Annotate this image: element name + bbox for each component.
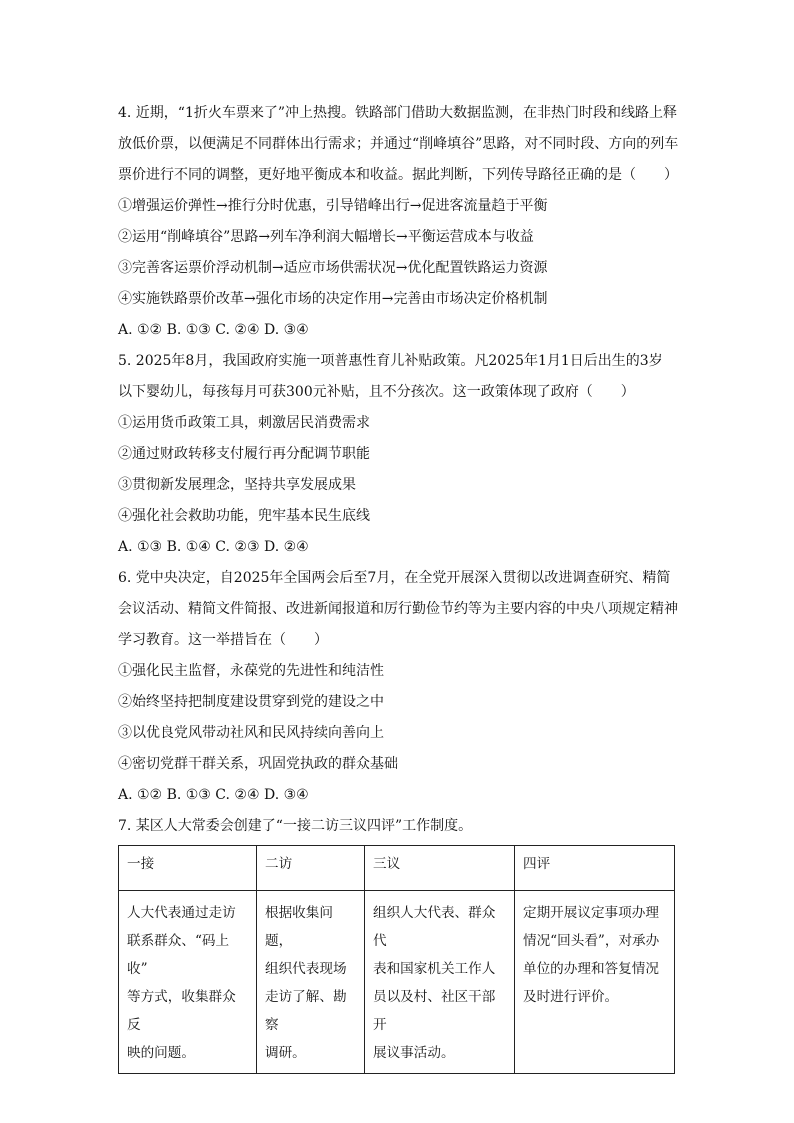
- q5-stem-line-1: 5. 2025年8月，我国政府实施一项普惠性育儿补贴政策。凡2025年1月1日后出生的3岁: [118, 353, 663, 369]
- q7-stem-line-1: 7. 某区人大常委会创建了“一接二访三议四评”工作制度。: [118, 818, 473, 834]
- table-cell: 根据收集问题， 组织代表现场 走访了解、勘察 调研。: [265, 905, 347, 1061]
- table-cell: 人大代表通过走访 联系群众、“码上收” 等方式，收集群众反 映的问题。: [127, 905, 236, 1061]
- q4-option-4: ④实施铁路票价改革→强化市场的决定作用→完善由市场决定价格机制: [118, 291, 548, 307]
- q6-stem-line-2: 会议活动、精简文件简报、改进新闻报道和厉行勤俭节约等为主要内容的中央八项规定精神: [118, 601, 678, 617]
- q5-answer-choices: A. ①③ B. ①④ C. ②③ D. ②④: [118, 539, 309, 555]
- q4-option-2: ②运用“削峰填谷”思路→列车净利润大幅增长→平衡运营成本与收益: [118, 229, 534, 245]
- table-header-cell: 三议: [365, 846, 515, 891]
- work-system-table: [118, 845, 675, 1074]
- q6-option-2: ②始终坚持把制度建设贯穿到党的建设之中: [118, 694, 384, 710]
- table-header-row: [119, 846, 675, 891]
- q4-stem-line-2: 放低价票，以便满足不同群体出行需求；并通过“削峰填谷”思路，对不同时段、方向的列车: [118, 136, 679, 152]
- table-cell: 组织人大代表、群众代 表和国家机关工作人 员以及村、社区干部开 展议事活动。: [373, 905, 496, 1061]
- q4-option-3: ③完善客运票价浮动机制→适应市场供需状况→优化配置铁路运力资源: [118, 260, 548, 276]
- q5-option-1: ①运用货币政策工具，刺激居民消费需求: [118, 415, 370, 431]
- q4-stem-line-1: 4. 近期，“1折火车票来了”冲上热搜。铁路部门借助大数据监测，在非热门时段和线路上释: [118, 105, 678, 121]
- q6-stem-line-3: 学习教育。这一举措旨在（ ）: [118, 632, 328, 648]
- q6-stem-line-1: 6. 党中央决定，自2025年全国两会后至7月，在全党开展深入贯彻以改进调查研究、精简: [118, 570, 671, 586]
- q6-option-3: ③以优良党风带动社风和民风持续向善向上: [118, 725, 384, 741]
- q5-option-4: ④强化社会救助功能，兜牢基本民生底线: [118, 508, 370, 524]
- q6-answer-choices: A. ①② B. ①③ C. ②④ D. ③④: [118, 787, 309, 803]
- q5-option-2: ②通过财政转移支付履行再分配调节职能: [118, 446, 370, 462]
- q5-option-3: ③贯彻新发展理念，坚持共享发展成果: [118, 477, 356, 493]
- q6-option-4: ④密切党群干群关系，巩固党执政的群众基础: [118, 756, 398, 772]
- table-header-cell: 四评: [515, 846, 675, 891]
- q4-option-1: ①增强运价弹性→推行分时优惠，引导错峰出行→促进客流量趋于平衡: [118, 198, 548, 214]
- table-header-cell: 一接: [119, 846, 257, 891]
- q4-answer-choices: A. ①② B. ①③ C. ②④ D. ③④: [118, 322, 309, 338]
- q5-stem-line-2: 以下婴幼儿，每孩每月可获300元补贴，且不分孩次。这一政策体现了政府（ ）: [118, 384, 635, 400]
- table-row: [119, 891, 675, 1074]
- table-cell: 定期开展议定事项办理 情况“回头看”，对承办 单位的办理和答复情况 及时进行评价。: [523, 905, 660, 1005]
- q6-option-1: ①强化民主监督，永葆党的先进性和纯洁性: [118, 663, 384, 679]
- table-header-cell: 二访: [257, 846, 365, 891]
- q4-stem-line-3: 票价进行不同的调整，更好地平衡成本和收益。据此判断，下列传导路径正确的是（ ）: [118, 167, 678, 183]
